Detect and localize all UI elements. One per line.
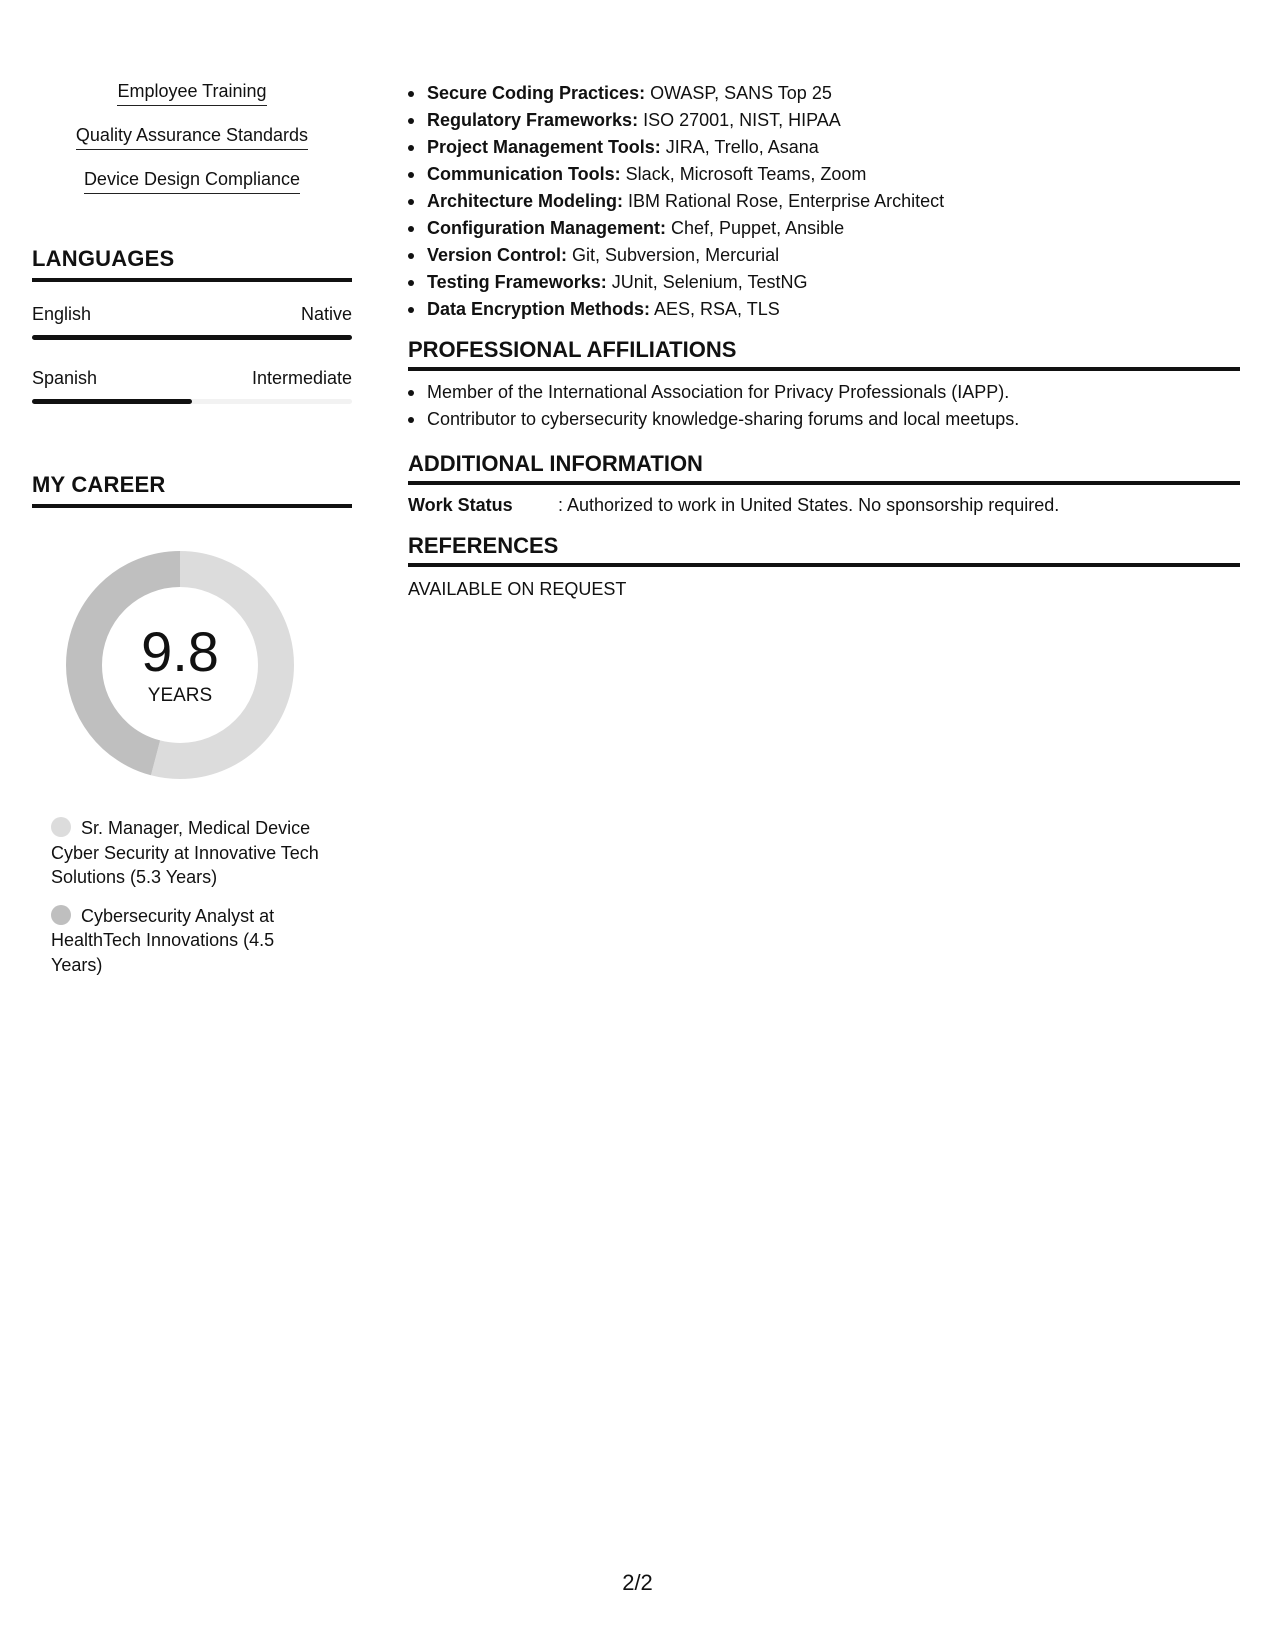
skill-label: Version Control:	[427, 245, 568, 265]
skill-value: OWASP, SANS Top 25	[645, 83, 832, 103]
language-bar	[32, 335, 352, 340]
references-text: AVAILABLE ON REQUEST	[408, 579, 627, 599]
skill-label: Testing Frameworks:	[427, 272, 607, 292]
right-column	[408, 80, 1240, 601]
skill-label: Project Management Tools:	[427, 137, 661, 157]
total-years-unit: YEARS	[147, 685, 213, 706]
skill-value: ISO 27001, NIST, HIPAA	[638, 110, 841, 130]
skill-item	[408, 296, 1240, 323]
affiliations-list	[408, 379, 1240, 433]
skill-item	[408, 269, 1240, 296]
language-level: Native	[300, 304, 352, 324]
skill-tag: Device Design Compliance	[84, 168, 300, 194]
career-legend-label: Cybersecurity Analyst at HealthTech Innovations (4.5 Years)	[51, 905, 275, 975]
skill-value: IBM Rational Rose, Enterprise Architect	[623, 191, 945, 211]
career-legend-label: Sr. Manager, Medical Device Cyber Security at Innovative Tech Solutions (5.3 Years)	[51, 818, 319, 887]
languages-heading: LANGUAGES	[32, 246, 352, 282]
legend-dot-icon	[51, 817, 71, 837]
career-legend-item	[51, 904, 322, 978]
references-heading: REFERENCES	[408, 533, 1240, 567]
legend-dot-icon	[51, 905, 71, 925]
language-bar	[32, 399, 352, 404]
career-donut-chart	[65, 550, 295, 780]
affiliation-item: Contributor to cybersecurity knowledge-sharing forums and local meetups.	[408, 406, 1240, 433]
skill-label: Configuration Management:	[427, 218, 666, 238]
skills-list	[408, 80, 1240, 323]
skill-item	[408, 80, 1240, 107]
language-level: Intermediate	[251, 368, 352, 388]
skill-value: Chef, Puppet, Ansible	[666, 218, 845, 238]
affiliation-item: Member of the International Association for Privacy Professionals (IAPP).	[408, 379, 1240, 406]
language-bar-fill	[32, 399, 192, 404]
skill-value: AES, RSA, TLS	[650, 299, 780, 319]
donut-center	[65, 550, 295, 780]
career-legend	[32, 816, 322, 977]
total-years-value: 9.8	[141, 620, 219, 683]
skill-value: JIRA, Trello, Asana	[660, 137, 819, 157]
career-section	[32, 472, 352, 977]
work-status-label: Work Status	[408, 495, 513, 515]
work-status-value: : Authorized to work in United States. No sponsorship required.	[558, 495, 1060, 515]
skill-item	[408, 188, 1240, 215]
skill-item	[408, 242, 1240, 269]
skill-item	[408, 161, 1240, 188]
skill-label: Data Encryption Methods:	[427, 299, 651, 319]
affiliations-heading: PROFESSIONAL AFFILIATIONS	[408, 337, 1240, 371]
language-name: Spanish	[32, 368, 98, 388]
left-column	[32, 80, 352, 991]
skill-tags	[32, 80, 352, 212]
language-bar-fill	[32, 335, 352, 340]
language-name: English	[32, 304, 92, 324]
languages-section	[32, 246, 352, 404]
skill-value: Git, Subversion, Mercurial	[567, 245, 780, 265]
language-row	[32, 368, 352, 389]
skill-label: Communication Tools:	[427, 164, 621, 184]
skill-item	[408, 215, 1240, 242]
skill-value: Slack, Microsoft Teams, Zoom	[620, 164, 867, 184]
language-row	[32, 304, 352, 325]
work-status-row	[408, 493, 1240, 517]
skill-label: Architecture Modeling:	[427, 191, 624, 211]
skill-item	[408, 107, 1240, 134]
page-number: 2/2	[622, 1570, 653, 1595]
additional-info-heading: ADDITIONAL INFORMATION	[408, 451, 1240, 485]
skill-tag: Quality Assurance Standards	[76, 124, 308, 150]
skill-value: JUnit, Selenium, TestNG	[606, 272, 808, 292]
skill-tag: Employee Training	[117, 80, 266, 106]
career-heading: MY CAREER	[32, 472, 352, 508]
career-legend-item	[51, 816, 322, 890]
skill-item	[408, 134, 1240, 161]
skill-label: Secure Coding Practices:	[427, 83, 646, 103]
skill-label: Regulatory Frameworks:	[427, 110, 639, 130]
